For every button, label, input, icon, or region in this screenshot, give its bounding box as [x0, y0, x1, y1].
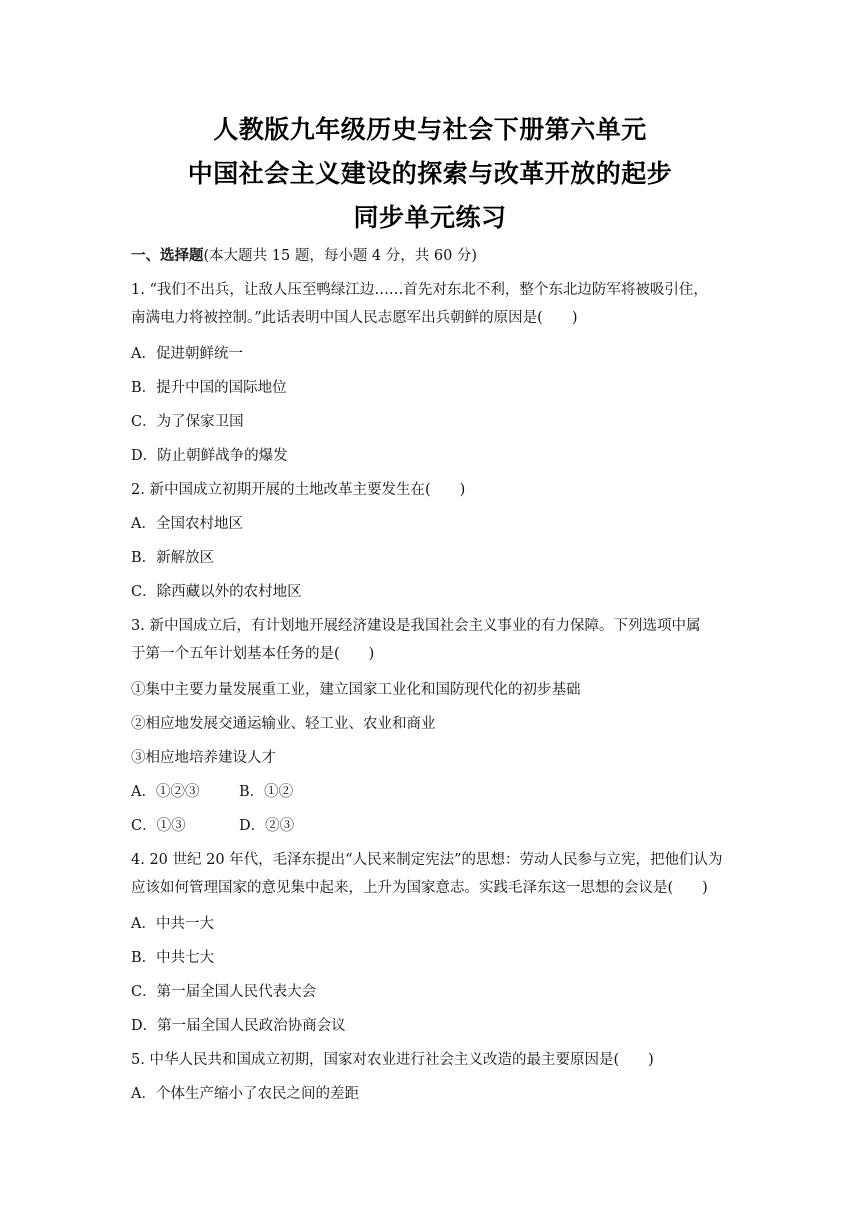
question-3-option-c: C．①③	[131, 818, 186, 834]
question-3-item-1: ①集中主要力量发展重工业，建立国家工业化和国防现代化的初步基础	[131, 682, 581, 698]
question-4-stem-line-2: 应该如何管理国家的意见集中起来，上升为国家意志。实践毛泽东这一思想的会议是( )	[131, 880, 708, 896]
question-3-option-d: D．②③	[239, 818, 295, 834]
section-heading	[131, 244, 741, 278]
question-4-option-c: C．第一届全国人民代表大会	[131, 984, 317, 1000]
question-4-stem-line-1: 4. 20 世纪 20 年代，毛泽东提出“人民来制定宪法”的思想：劳动人民参与立宪，把他们认为	[131, 852, 723, 868]
question-1-stem-line-2: 南满电力将被控制。”此话表明中国人民志愿军出兵朝鲜的原因是( )	[131, 310, 578, 326]
question-1-option-d: D．防止朝鲜战争的爆发	[131, 448, 288, 464]
question-4-option-d: D．第一届全国人民政治协商会议	[131, 1018, 346, 1034]
section-heading-note: (本大题共 15 题，每小题 4 分，共 60 分)	[203, 248, 478, 264]
question-3-item-3: ③相应地培养建设人才	[131, 750, 276, 766]
title-line-1: 人教版九年级历史与社会下册第六单元	[213, 115, 647, 144]
question-5-option-a: A．个体生产缩小了农民之间的差距	[131, 1086, 359, 1102]
question-5-stem: 5. 中华人民共和国成立初期，国家对农业进行社会主义改造的最主要原因是( )	[131, 1052, 654, 1068]
title-line-2: 中国社会主义建设的探索与改革开放的起步	[187, 159, 673, 188]
question-3-stem-line-1: 3. 新中国成立后，有计划地开展经济建设是我国社会主义事业的有力保障。下列选项中属	[131, 618, 701, 634]
question-3-stem-line-2: 于第一个五年计划基本任务的是( )	[131, 646, 375, 662]
question-1-stem-line-1: 1. “我们不出兵，让敌人压至鸭绿江边……首先对东北不利，整个东北边防军将被吸引住，	[131, 282, 708, 298]
question-3-option-b: B．①②	[239, 784, 294, 800]
question-section	[131, 244, 741, 1116]
question-4-option-b: B．中共七大	[131, 950, 215, 966]
question-3-options-row-2	[131, 814, 741, 848]
question-4-option-a: A．中共一大	[131, 916, 214, 932]
question-2-option-c: C．除西藏以外的农村地区	[131, 584, 302, 600]
title-line-3: 同步单元练习	[353, 203, 507, 232]
question-1-option-a: A．促进朝鲜统一	[131, 346, 243, 362]
question-2-option-a: A．全国农村地区	[131, 516, 243, 532]
question-2-stem: 2. 新中国成立初期开展的土地改革主要发生在( )	[131, 482, 466, 498]
question-2-option-b: B．新解放区	[131, 550, 215, 566]
document-title	[0, 108, 860, 240]
section-heading-label: 一、选择题	[131, 248, 204, 264]
question-3-item-2: ②相应地发展交通运输业、轻工业、农业和商业	[131, 716, 436, 732]
question-1-option-b: B．提升中国的国际地位	[131, 380, 287, 396]
question-3-options-row-1	[131, 780, 741, 814]
question-1-option-c: C．为了保家卫国	[131, 414, 244, 430]
question-3-option-a: A．①②③	[131, 784, 200, 800]
